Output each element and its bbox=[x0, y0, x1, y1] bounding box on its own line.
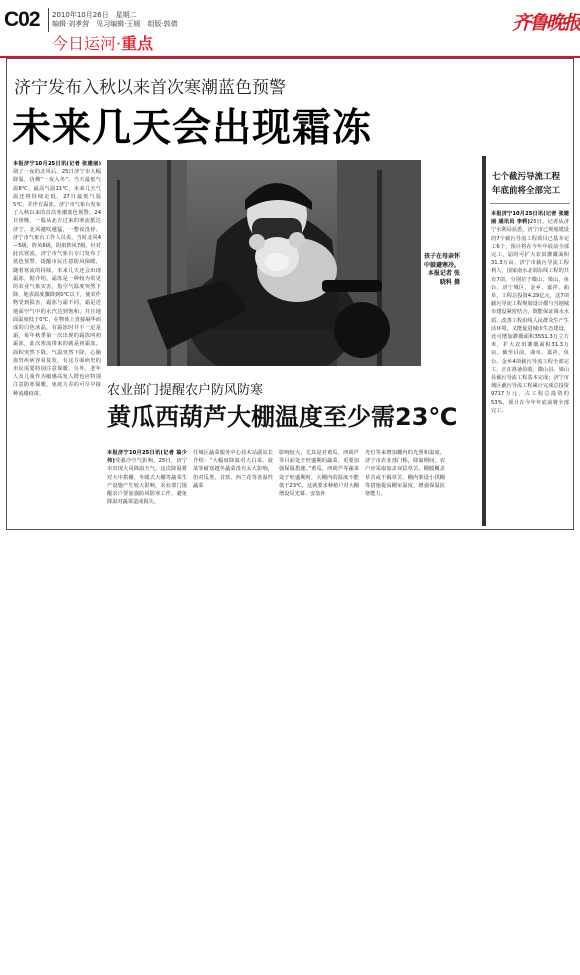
photo-mother-child-scooter bbox=[107, 160, 421, 366]
article3-body bbox=[491, 210, 569, 522]
article2-kicker: 农业部门提醒农户防风防寒 bbox=[107, 383, 264, 398]
page-number: C02 bbox=[4, 8, 40, 31]
photo-caption: 孩子在母亲怀中躲避寒冷。本报记者 张晓科 摄 bbox=[424, 253, 461, 286]
article2-text1: 受强冷空气影响，25日，济宁市出现大风降温天气，这次降温将对大中拱棚、冬暖式大棚等蔬菜生产设施产生较大影响，农业部门提醒农户要加强防风防寒工作，避免降温对蔬菜造成损失。 bbox=[107, 458, 187, 506]
article3-text: 25日，记者从济宁水利局获悉，济宁市已规划建设的7个截污导流工程项目已基本完工6个，预计将在今年年底前全部完工，届时可扩大农田灌溉面积31.3万亩。济宁市截污导流工程利人，国家南水北调东线工程的共有7项，分别位于微山、梁山、鱼台、济宁城区、金乡、嘉祥、曲阜，工程总投资4.29亿元，这7项截污导流工程规划设计都与当地城市建设紧密结合，既能保证调水水质，改善工程沿线人民群众生产生活环境，又能促进城市生态建设，还可增加灌溉面积3551.3万立方米，扩大农田灌溉面积31.3万亩。截至目前，曲阜、嘉祥、鱼台、金乡4项截污导流工程全部完工，正在准备验收，微山县、梁山县截污导流工程基本完成；济宁市城区截污导流工程累计完成总投资9717万元，占工程总投资的53%，预计在今年年底前将全部完工。 bbox=[491, 219, 569, 414]
article1-lead: 本报济宁10月25日讯(记者 张建丽) bbox=[13, 161, 101, 167]
section-title bbox=[52, 31, 153, 54]
masthead-logo: 齐鲁晚报 bbox=[512, 12, 580, 34]
header-divider bbox=[48, 8, 49, 32]
editor-credits: 编辑·刘孝营 见习编辑·王媛 组版·郭倩 bbox=[52, 20, 178, 28]
article3-lead: 本报济宁10月25日讯(记者 张建丽 通讯员 李莉) bbox=[491, 211, 569, 226]
sidebar-rule bbox=[482, 156, 486, 526]
article2-col4: 光灯等来增加棚内的光照和温度。济宁市农业部门称，降温期间，农户应采取加盖双层草苫、棚膜覆盖草苫或不揭草苫，棚内架设小拱棚等措施提高棚室温度，增强保温抗寒能力。 bbox=[365, 450, 445, 498]
article2-headline: 黄瓜西葫芦大棚温度至少需23℃ bbox=[107, 403, 458, 431]
article2-col1 bbox=[107, 449, 187, 521]
article1-body bbox=[13, 160, 101, 520]
sidebar-title-rule bbox=[490, 203, 570, 204]
article2-col2: 任城区蔬菜服务中心技术站副站长介绍：“大幅度降温对大白菜、菠菜等耐寒越冬蔬菜没有太大影响，但对瓜类、甘蓝、西兰花等喜温性蔬菜 bbox=[193, 450, 273, 489]
section-name: 重点 bbox=[121, 34, 154, 53]
news-photo bbox=[107, 160, 421, 366]
article1-headline: 未来几天会出现霜冻 bbox=[12, 106, 373, 151]
article3-title-line1: 七个截污导流工程 bbox=[492, 172, 561, 182]
article2-lead: 本报济宁10月25日讯(记者 翁少伟) bbox=[107, 450, 187, 465]
issue-date: 2010年10月26日 星期二 bbox=[52, 11, 137, 19]
article1-kicker: 济宁发布入秋以来首次寒潮蓝色预警 bbox=[14, 78, 286, 98]
article3-title-line2: 年底前将全部完工 bbox=[492, 186, 561, 196]
article2-col3: 影响较大，尤其是对黄瓜、西葫芦等目前处于旺盛期的蔬菜，更要加强保温措施。”黄瓜、西葫芦等蔬菜处于旺盛期时，大棚内的温度不能低于23℃，这就要求种植户对大棚增设反光幕、安装补 bbox=[279, 450, 359, 498]
article1-text: 刮了一夜的北风后，25日济宁市大幅降温，仿佛“一夜入冬”。当天最低气温8℃，最高气温11℃，未来几天气温还将持续走低，27日最低气温5℃，并伴有霜冻。济宁市气象台发布了入秋以来的首次寒潮蓝色预警。24日傍晚，一股从北方过来的寒流抵达济宁，北风越吹越猛，一整夜没停。济宁市气象台工作人员说，当时北风4—5级，阵风6级，阴雨阵风7级。针对此次寒流，济宁市气象台专门发布了蓝色预警，提醒市民注意防风保暖，随着寒流的持续，未来几天还会出现霜冻，据介绍，霜冻是一种较为常见的农业气象灾害，指空气温度突然下降，地表温度骤降到0℃以下，使农作物受到损害，霜冻与霜不同，霜是近地面空气中的水汽达到饱和，并且地面温度低于0℃，在物体上直接凝华而成的白色冰晶，有霜冻时并不一定是霜，每年秋季第一次出现的霜冻叫初霜冻，此次寒流带来的就是初霜冻。面积突然下降，气温突然下降，心脑血管疾病容易复发，有这方面病史的市民需要特别注意保暖，另外，老年人及儿童作为敏感高发人群也应特别注意防寒保暖，免疫力差的可尽早接种流感疫苗。 bbox=[13, 169, 101, 397]
section-prefix: 今日运河· bbox=[52, 34, 122, 53]
